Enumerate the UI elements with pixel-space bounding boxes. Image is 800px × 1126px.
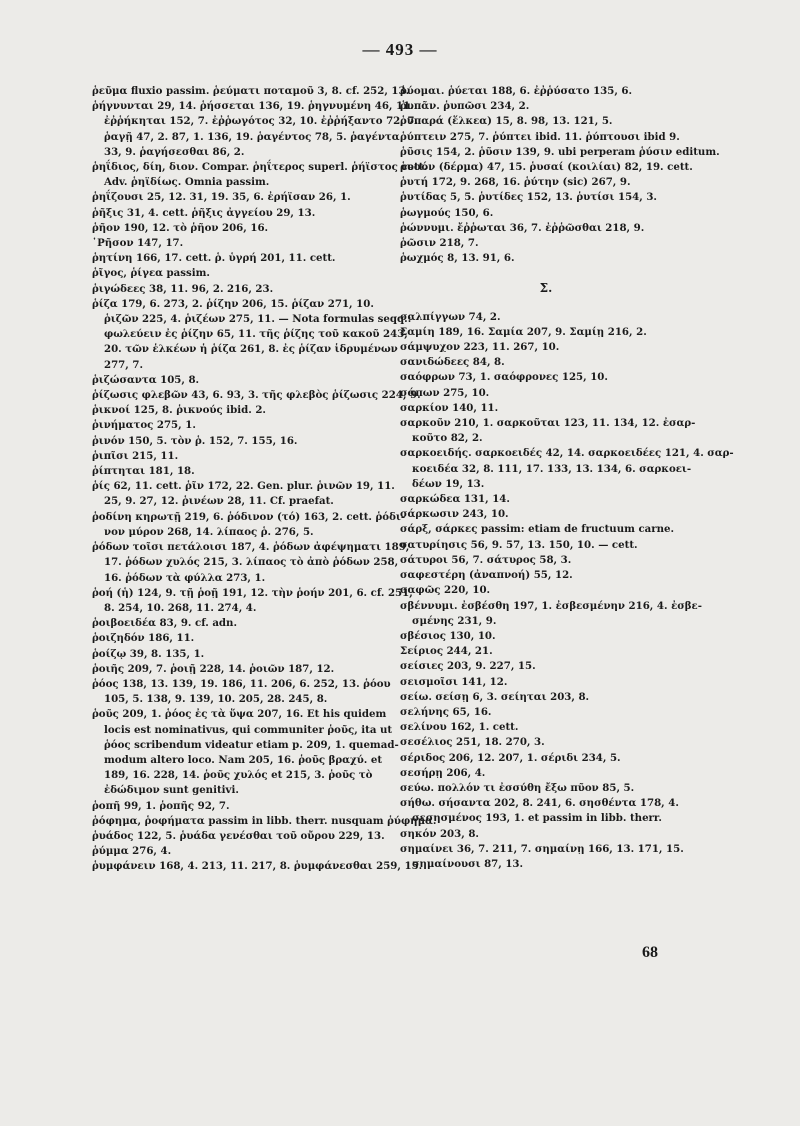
entry-line: σηκόν 203, 8. (400, 827, 479, 840)
entry-line: σαρκοῦν 210, 1. σαρκοῦται 123, 11. 134, 12. ἐσαρ- (400, 417, 696, 430)
entry-line: ῥυπᾶν. ῥυπῶσι 234, 2. (400, 100, 530, 113)
entry-line: ῥιζῶν 225, 4. ῥιζέων 275, 11. — Nota formulas seqq.: (104, 313, 412, 326)
entry-line: σαλπίγγων 74, 2. (400, 310, 501, 323)
entry-line: ῥωχμός 8, 13. 91, 6. (400, 252, 515, 265)
entry-line: Σείριος 244, 21. (400, 645, 493, 658)
entry-line: 105, 5. 138, 9. 139, 10. 205, 28. 245, 8. (104, 693, 328, 706)
entry-line: ῥῦσις 154, 2. ῥῦσιν 139, 9. ubi perperam ῥύσιν editum. (400, 145, 720, 158)
entry-line: ῥύπτειν 275, 7. ῥύπτει ibid. 11. ῥύπτουσι ibid 9. (400, 130, 680, 143)
entry-line: ῥώννυμι. ἔῤῥωται 36, 7. ἐῤῥῶσθαι 218, 9. (400, 221, 645, 234)
entry-line: σαρκίον 140, 11. (400, 401, 499, 414)
entry-line: ῥοπῆ 99, 1. ῥοπῆς 92, 7. (92, 799, 230, 812)
entry-line: ῥυτίδας 5, 5. ῥυτίδες 152, 13. ῥυτίσι 154, 3. (400, 191, 657, 204)
entry-line: σεσήρῃ 206, 4. (400, 766, 486, 779)
entry-line: Σαμίη 189, 16. Σαμία 207, 9. Σαμίῃ 216, 2. (400, 325, 647, 338)
entry-line: ῥοιζηδόν 186, 11. (92, 632, 195, 645)
entry-line: ἐδώδιμον sunt genitivi. (104, 784, 239, 797)
entry-line: ῥιπῖσι 215, 11. (92, 449, 179, 462)
entry-line: ῥίζωσις φλεβῶν 43, 6. 93, 3. τῆς φλεβὸς ῥίζωσις 224, 9. (92, 389, 421, 402)
entry-line: ῥινόν 150, 5. τὸν ῥ. 152, 7. 155, 16. (92, 434, 298, 447)
entry-line: ῥινήματος 275, 1. (92, 419, 196, 432)
entry-line: ῥίπτηται 181, 18. (92, 465, 195, 478)
entry-line: σάρκωσιν 243, 10. (400, 508, 509, 521)
entry-line: ῥόφημα, ῥοφήματα passim in libb. therr. nusquam ῥύφημα. (92, 814, 437, 827)
entry-line: ῥόος 138, 13. 139, 19. 186, 11. 206, 6. 252, 13. ῥόου (92, 677, 391, 690)
entry-line: σατυρίησις 56, 9. 57, 13. 150, 10. — cett. (400, 538, 638, 551)
entry-line: σήθω. σήσαντα 202, 8. 241, 6. σησθέντα 178, 4. (400, 797, 679, 810)
entry-line: ῥιγώδεες 38, 11. 96, 2. 216, 23. (92, 282, 274, 295)
entry-line: σεύω. πολλόν τι ἐσσύθη ἔξω πῦον 85, 5. (400, 781, 635, 794)
entry-line: ῥίζα 179, 6. 273, 2. ῥίζην 206, 15. ῥίζαν 271, 10. (92, 297, 374, 310)
entry-line: ῥυσόν (δέρμα) 47, 15. ῥυσαί (κοιλίαι) 82, 19. cett. (400, 161, 693, 174)
entry-line: 16. ῥόδων τὰ φύλλα 273, 1. (104, 571, 266, 584)
entry-line: σελίνου 162, 1. cett. (400, 721, 519, 734)
entry-line: 20. τῶν ἑλκέων ἡ ῥίζα 261, 8. ἐς ῥίζαν ἱδρυμένων (104, 343, 398, 356)
entry-line: σβέννυμι. ἐσβέσθη 197, 1. ἐσβεσμένην 216, 4. ἐσβε- (400, 599, 702, 612)
sheet-signature-number: 68 (642, 944, 658, 961)
entry-line: ῥοδίνη κηρωτῇ 219, 6. ῥόδινον (τό) 163, 2. cett. ῥόδι- (92, 510, 406, 523)
entry-line: locis est nominativus, qui communiter ῥοῦς, ita ut (104, 723, 393, 736)
entry-line: σεισμοῖσι 141, 12. (400, 675, 508, 688)
entry-line: ῥηΐδιος, δίη, διον. Compar. ῥηΐτερος superl. ῥήϊστος cett. (92, 161, 427, 174)
section-heading-sigma: Σ. (539, 281, 553, 296)
entry-line: σημαίνουσι 87, 13. (412, 857, 524, 870)
entry-line: ῥύομαι. ῥύεται 188, 6. ἐῤῥύσατο 135, 6. (400, 85, 633, 97)
entry-line: ῥοῦς 209, 1. ῥόος ἐς τὰ ὕψα 207, 16. Et his quidem (92, 708, 387, 721)
entry-line: σάπων 275, 10. (400, 386, 490, 399)
entry-line: νον μύρον 268, 14. λίπαος ῥ. 276, 5. (104, 525, 314, 538)
entry-line: ῥητίνη 166, 17. cett. ῥ. ὑγρή 201, 11. cett. (92, 252, 336, 265)
sigma-entries (400, 310, 734, 873)
entry-line: 8. 254, 10. 268, 11. 274, 4. (104, 601, 257, 614)
entry-line: σαόφρων 73, 1. σαόφρονες 125, 10. (400, 371, 608, 384)
entry-line: ῥοίζῳ 39, 8. 135, 1. (92, 647, 205, 660)
entry-line: σμένης 231, 9. (412, 614, 497, 627)
entry-line: ῥύμμα 276, 4. (92, 845, 172, 858)
entry-line: 33, 9. ῥαγήσεσθαι 86, 2. (104, 145, 245, 158)
entry-line: σείσιες 203, 9. 227, 15. (400, 660, 536, 673)
entry-line: ῥῶσιν 218, 7. (400, 237, 479, 250)
page-number: — 493 — (362, 40, 438, 59)
entry-line: modum altero loco. Nam 205, 16. ῥοῦς βραχύ. et (104, 753, 383, 766)
entry-line: κοειδέα 32, 8. 111, 17. 133, 13. 134, 6. σαρκοει- (412, 462, 692, 475)
entry-line: ῥωγμούς 150, 6. (400, 206, 494, 219)
entry-line: σεσέλιος 251, 18. 270, 3. (400, 736, 545, 749)
entry-line: ῥυτή 172, 9. 268, 16. ῥύτην (sic) 267, 9. (400, 176, 631, 189)
entry-line: σαρκώδεα 131, 14. (400, 493, 510, 506)
entry-line: 17. ῥόδων χυλός 215, 3. λίπαος τὸ ἀπὸ ῥόδων 258, (104, 556, 399, 569)
entry-line: ῥῆον 190, 12. τὸ ῥῆον 206, 16. (92, 221, 269, 234)
entry-line: 277, 7. (104, 358, 143, 371)
entry-line: ῥιζώσαντα 105, 8. (92, 373, 200, 386)
entry-line: σαφεστέρη (ἀναπνοή) 55, 12. (400, 569, 573, 582)
entry-line: ῥοιῆς 209, 7. ῥοιῇ 228, 14. ῥοιῶν 187, 12. (92, 662, 335, 675)
entry-line: σελήνης 65, 16. (400, 705, 492, 718)
entry-line: σημαίνει 36, 7. 211, 7. σημαίνῃ 166, 13. 171, 15. (400, 842, 684, 855)
entry-line: ῥίς 62, 11. cett. ῥῖν 172, 22. Gen. plur. ῥινῶν 19, 11. (92, 480, 395, 493)
entry-line: σανιδώδεες 84, 8. (400, 356, 505, 369)
entry-line: σαρκοειδής. σαρκοειδές 42, 14. σαρκοειδέες 121, 4. σαρ- (400, 447, 734, 460)
right-column (400, 84, 734, 872)
entry-line: φωλεύειν ἐς ῥίζην 65, 11. τῆς ῥίζης τοῦ κακοῦ 243, (104, 328, 408, 341)
entry-line: ῥαγῇ 47, 2. 87, 1. 136, 19. ῥαγέντος 78, 5. ῥαγέντα (104, 130, 400, 143)
entry-line: σάτυροι 56, 7. σάτυρος 58, 3. (400, 553, 572, 566)
entry-line: ῥῆξις 31, 4. cett. ῥῆξις ἀγγείου 29, 13. (92, 206, 316, 219)
entry-line: ῥεῦμα fluxio passim. ῥεύματι ποταμοῦ 3, 8. cf. 252, 13. (92, 85, 410, 97)
entry-line: ῥηΐζουσι 25, 12. 31, 19. 35, 6. ἐρήϊσαν 26, 1. (92, 191, 351, 204)
entry-line: κοῦτο 82, 2. (412, 432, 483, 445)
entry-line: σαφῶς 220, 10. (400, 584, 491, 597)
entry-line: δέων 19, 13. (412, 477, 485, 490)
entry-line: ῥυάδος 122, 5. ῥυάδα γενέσθαι τοῦ οὔρου 229, 13. (92, 829, 385, 842)
entry-line: ῥυπαρά (ἕλκεα) 15, 8. 98, 13. 121, 5. (400, 115, 613, 128)
entry-line: ῥῖγος, ῥίγεα passim. (92, 267, 210, 280)
rho-entries-continued (400, 84, 720, 266)
entry-line: ῥυμφάνειν 168, 4. 213, 11. 217, 8. ῥυμφάνεσθαι 259, 15. (92, 860, 423, 873)
entry-line: 25, 9. 27, 12. ῥινέων 28, 11. Cf. praefat. (104, 495, 334, 508)
entry-line: ῥόδων τοῖσι πετάλοισι 187, 4. ῥόδων ἀφέψηματι 189, (92, 541, 410, 554)
entry-line: ῾Ρῆσον 147, 17. (92, 237, 184, 250)
entry-line: σεσησμένος 193, 1. et passim in libb. therr. (412, 812, 662, 825)
left-column (92, 84, 437, 875)
entry-line: σάμψυχον 223, 11. 267, 10. (400, 341, 560, 354)
entry-line: σάρξ, σάρκες passim: etiam de fructuum carne. (400, 523, 675, 536)
entry-line: ῥοή (ἡ) 124, 9. τῇ ῥοῇ 191, 12. τὴν ῥοήν 201, 6. cf. 251, (92, 586, 413, 599)
entry-line: ῥόος scribendum videatur etiam p. 209, 1. quemad- (104, 738, 399, 751)
entry-line: Adv. ῥηϊδίως. Omnia passim. (104, 176, 270, 189)
entry-line: σέριδος 206, 12. 207, 1. σέριδι 234, 5. (400, 751, 621, 764)
entry-line: ῥοιβοειδέα 83, 9. cf. adn. (92, 617, 238, 630)
entry-line: ῥικνοί 125, 8. ῥικνούς ibid. 2. (92, 404, 266, 417)
entry-line: 189, 16. 228, 14. ῥοῦς χυλός et 215, 3. ῥοῦς τὸ (104, 769, 373, 782)
entry-line: σβέσιος 130, 10. (400, 629, 496, 642)
entry-line: ῥήγνυνται 29, 14. ῥήσσεται 136, 19. ῥηγνυμένη 46, 11. (92, 100, 414, 113)
entry-line: ἐῤῥήκηται 152, 7. ἐῤῥωγότος 32, 10. ἐῤῥήξαντο 72, 7. (104, 115, 419, 128)
entry-line: σείω. σείσῃ 6, 3. σείηται 203, 8. (400, 690, 590, 703)
